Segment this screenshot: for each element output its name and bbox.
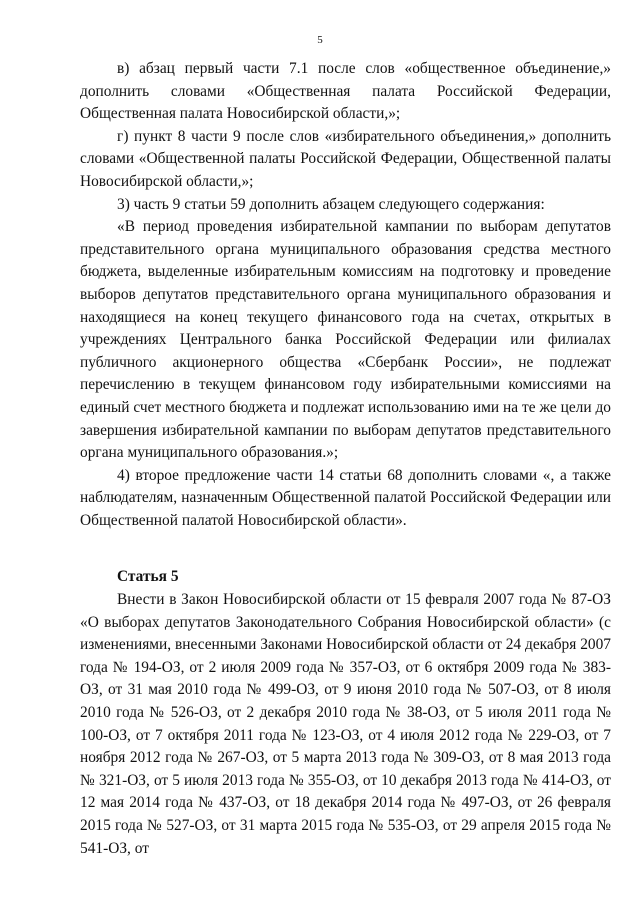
paragraph-amendment-g: г) пункт 8 части 9 после слов «избирательного объединения,» дополнить словами «Общественной палаты Российской Федерации, Общественной палаты Новосибирской области,»; bbox=[80, 127, 611, 190]
section-spacer bbox=[80, 532, 611, 566]
paragraph-amendment-v: в) абзац первый части 7.1 после слов «общественное объединение,» дополнить словами «Общественная палата Российской Федерации, Общественная палата Новосибирской области,»; bbox=[80, 60, 611, 123]
paragraph-amendment-3: 3) часть 9 статьи 59 дополнить абзацем следующего содержания: bbox=[117, 195, 545, 213]
document-body bbox=[80, 58, 611, 860]
article-paragraph: Внести в Закон Новосибирской области от 15 февраля 2007 года № 87-ОЗ «О выборах депутатов Законодательного Собрания Новосибирской области» (с изменениями, внесенными Законами Новосибирской области от 24 декабря 2007 года № 194-ОЗ, от 2 июля 2009 года № 357-ОЗ, от 6 октября 2009 года № 383-ОЗ, от 31 мая 2010 года № 499-ОЗ, от 9 июня 2010 года № 507-ОЗ, от 8 июля 2010 года № 526-ОЗ, от 2 декабря 2010 года № 38-ОЗ, от 5 июля 2011 года № 100-ОЗ, от 7 октября 2011 года № 123-ОЗ, от 4 июля 2012 года № 229-ОЗ, от 7 ноября 2012 года № 267-ОЗ, от 5 марта 2013 года № 309-ОЗ, от 8 мая 2013 года № 321-ОЗ, от 5 июля 2013 года № 355-ОЗ, от 10 декабря 2013 года № 414-ОЗ, от 12 мая 2014 года № 437-ОЗ, от 18 декабря 2014 года № 497-ОЗ, от 26 февраля 2015 года № 527-ОЗ, от 31 марта 2015 года № 535-ОЗ, от 29 апреля 2015 года № 541-ОЗ, от bbox=[80, 591, 611, 857]
paragraph-amendment-4: 4) второе предложение части 14 статьи 68 дополнить словами «, а также наблюдателям, назначенным Общественной палатой Российской Федерации или Общественной палатой Новосибирской области». bbox=[80, 466, 611, 529]
paragraph-quoted-addition: «В период проведения избирательной кампании по выборам депутатов представительного органа муниципального образования средства местного бюджета, выделенные избирательным комиссиям на подготовку и проведение выборов депутатов представительного органа муниципального образования и находящиеся на конец текущего финансового года на счетах, открытых в учреждениях Центрального банка Российской Федерации или филиалах публичного акционерного общества «Сбербанк России», не подлежат перечислению в текущем финансовом году избирательными комиссиями на единый счет местного бюджета и подлежат использованию ими на те же цели до завершения избирательной кампании по выборам депутатов представительного органа муниципального образования.»; bbox=[80, 218, 611, 462]
article-heading: Статья 5 bbox=[117, 568, 179, 586]
page-number: 5 bbox=[317, 34, 323, 46]
